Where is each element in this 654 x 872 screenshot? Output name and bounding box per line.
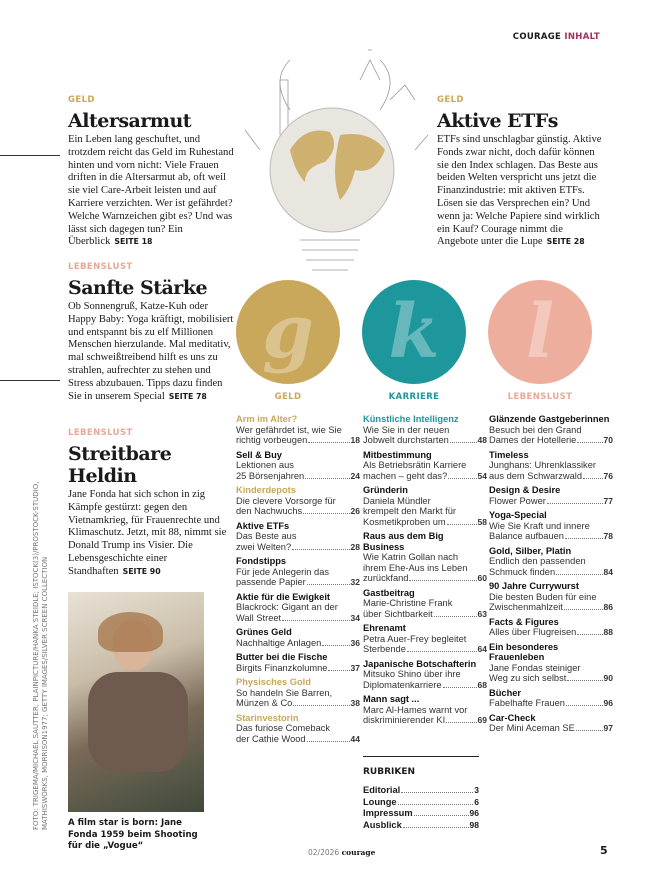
subtitle-line: Marc Al-Hames warnt vor [363,704,468,715]
leader-dots [434,616,477,617]
toc-entry-subtitle [363,644,487,655]
toc-entry-subtitle [236,577,360,588]
subtitle-line: Als Betriebsrätin Karriere [363,460,467,470]
feature-text: Jane Fonda hat sich schon in zig Kämpfe gestürzt: gegen den Vietnamkrieg, für Frauenrechte und Klimaschutz. Jetzt, mit 88, nimmt sie Donald Trump ins Visier. Die Lebensgeschichte einer Standhaften [68,489,227,577]
toc-page-number: 58 [477,516,487,527]
toc-page-number: 70 [603,435,613,445]
toc-entry-subtitle [489,673,613,684]
feature-altersarmut[interactable] [68,95,240,249]
rubrik-page: 96 [469,808,479,818]
toc-page-number: 44 [350,733,360,744]
subtitle-line: Endlich den passenden [489,556,586,566]
toc-entry-title: Aktie für die Ewigkeit [236,591,331,602]
jane-fonda-photo [68,592,204,812]
toc-entry-title: Japanische Botschafterin [363,658,477,669]
toc-page-number: 24 [350,470,360,481]
toc-page-number: 78 [603,531,613,541]
photo-credit: FOTO: TRIGEMA/MICHAEL SAUTTER; PLAINPICTURE/HANKA STEIDLE; ISTOCK(3)/PROSTOCK-STUDIO, MATHISWORKS, MORRISON1977; GETTY IMAGES/SILVER SCREEN COLLECTION [32,481,49,830]
subtitle-line: 25 Börsenjahren [236,470,305,481]
toc-entry-subtitle [236,734,360,745]
leader-dots [292,549,349,550]
toc-entry-title: Aktive ETFs [236,520,290,531]
toc-entry-subtitle [489,435,613,446]
toc-entry-title: Fondstipps [236,556,287,566]
subtitle-line: Marie-Christine Frank [363,598,453,608]
leader-dots [567,680,602,681]
toc-page-number: 77 [603,495,613,506]
leader-dots [547,503,603,504]
toc-column-lebenslust [489,414,613,738]
karriere-letter: k [388,289,440,375]
subtitle-line: Wie Sie Kraft und innere [489,520,590,531]
subtitle-line: Dames der Hotellerie [489,435,577,445]
subtitle-line: Birgits Finanzkolumne [236,662,328,673]
subtitle-line: den Nachwuchs [236,506,303,516]
toc-entry-subtitle [489,627,613,638]
karriere-label: KARRIERE [388,392,440,402]
toc-page-number: 28 [350,541,360,552]
toc-entry-subtitle [489,521,613,532]
toc-entry-title: Physisches Gold [236,677,311,687]
feature-title: Altersarmut [68,110,192,132]
rubriken-title: RUBRIKEN [363,767,416,777]
subtitle-line: passende Papier [236,577,306,587]
toc-entry-title: Arm im Alter? [236,414,298,424]
toc-entry-subtitle [363,609,487,620]
toc-entry-title: Mitbestimmung [363,449,432,460]
leader-dots [328,670,349,671]
photo-caption: A film star is born: Jane Fonda 1959 beim Shooting für die „Vogue“ [68,818,198,851]
toc-page-number: 32 [350,577,360,587]
leader-dots [282,620,349,621]
subtitle-line: Lektionen aus [236,460,294,470]
leader-dots [303,513,349,514]
toc-entry-title: Bücher [489,687,522,698]
section-label: INHALT [564,32,600,42]
feature-sanfte-staerke[interactable] [68,262,236,403]
pointer-line [0,380,60,381]
leader-dots [564,609,603,610]
footer-brand: courage [341,848,376,857]
toc-entry-title: Car-Check [489,712,536,723]
toc-page-number: 68 [477,679,487,690]
subtitle-line: Flower Power [489,495,546,506]
lebenslust-letter: l [525,289,555,375]
toc-entry-subtitle [236,663,360,674]
toc-entry[interactable] [489,510,613,542]
toc-entry-subtitle [363,425,487,436]
rubrik-page: 98 [469,819,479,830]
toc-entry-subtitle [363,680,487,691]
leader-dots [583,478,603,479]
rubrik-entry[interactable] [363,785,479,797]
toc-page-number: 97 [603,723,613,733]
toc-entry[interactable] [236,521,360,553]
karriere-circle [362,280,466,384]
subtitle-line: Jobwelt durchstarten [363,435,449,445]
toc-entry-subtitle [363,496,487,507]
feature-body [68,489,233,579]
rubriken [363,756,479,831]
leader-dots [577,634,602,635]
toc-entry-subtitle [489,425,613,436]
section-header [513,32,600,42]
toc-entry[interactable] [236,414,360,446]
globe-lightbulb-illustration [240,40,430,280]
subtitle-line: machen – geht das? [363,470,448,481]
leader-dots [576,730,603,731]
subtitle-line: richtig vorbeugen [236,435,308,445]
toc-entry-subtitle [363,506,487,517]
subtitle-line: aus dem Schwarzwald [489,470,583,481]
rubrik-entry[interactable] [363,808,479,820]
subtitle-line: zurückfand [363,573,409,583]
toc-page-number: 38 [350,698,360,708]
toc-entry-subtitle [236,425,360,436]
subtitle-line: Für jede Anlegerin das [236,566,330,577]
toc-entry-subtitle [363,598,487,609]
feature-kicker: GELD [68,95,95,105]
leader-dots [566,705,603,706]
geld-label: GELD [274,392,302,402]
leader-dots [322,645,349,646]
toc-entry-title: Glänzende Gastgeberinnen [489,414,610,424]
toc-entry[interactable] [236,592,360,624]
rubrik-title: Ausblick [363,819,402,830]
subtitle-line: ihrem Ehe-Aus ins Leben [363,562,468,573]
toc-entry-title: Timeless [489,449,529,460]
toc-entry-subtitle [363,634,487,645]
rubrik-page: 6 [474,796,479,807]
toc-page-number: 34 [350,612,360,623]
toc-entry-subtitle [236,506,360,517]
leader-dots [305,478,349,479]
subtitle-line: Die clevere Vorsorge für [236,495,336,506]
toc-page-number: 96 [603,698,613,708]
toc-page-number: 48 [477,435,487,445]
rubrik-entry[interactable] [363,797,479,809]
feature-page: SEITE 78 [168,391,207,401]
toc-entry-subtitle [236,613,360,624]
toc-page-number: 36 [350,637,360,648]
leader-dots [556,574,602,575]
leader-dots [401,792,473,793]
subtitle-line: Blackrock: Gigant an der [236,602,338,612]
toc-entry-subtitle [236,698,360,709]
feature-page: SEITE 18 [114,237,153,247]
lebenslust-circle [488,280,592,384]
subtitle-line: Jane Fondas steiniger [489,662,581,673]
toc-entry-subtitle [236,723,360,734]
toc-page-number: 63 [477,608,487,619]
toc-page-number: 18 [350,435,360,445]
leader-dots [307,584,350,585]
toc-page-number: 69 [477,715,487,725]
toc-entry[interactable] [489,485,613,506]
subtitle-line: Besuch bei den Grand [489,424,582,435]
subtitle-line: diskriminierender KI [363,715,446,725]
toc-entry[interactable] [363,414,487,446]
toc-page-number: 26 [350,506,360,516]
toc-entry-subtitle [363,715,487,726]
toc-entry[interactable] [236,627,360,648]
rubrik-page: 3 [474,785,479,795]
toc-page-number: 88 [603,627,613,637]
subtitle-line: Petra Auer-Frey begleitet [363,633,467,644]
toc-entry-title: Gastbeitrag [363,587,415,598]
feature-streitbare-heldin[interactable] [68,428,233,579]
rubrik-entry[interactable] [363,820,479,832]
toc-entry-subtitle [363,460,487,471]
issue-date: 02/2026 [308,848,340,857]
toc-page-number: 76 [603,470,613,481]
toc-entry[interactable] [236,652,360,673]
leader-dots [398,804,474,805]
feature-body [68,301,236,403]
leader-dots [414,815,469,816]
toc-entry-subtitle [236,638,360,649]
leader-dots [403,827,469,828]
subtitle-line: der Cathie Wood [236,733,306,744]
toc-entry-subtitle [363,471,487,482]
toc-entry-subtitle [236,496,360,507]
feature-body [68,134,240,249]
toc-entry-title: Gründerin [363,485,408,495]
toc-entry[interactable] [363,450,487,482]
toc-page-number: 37 [350,662,360,673]
leader-dots [577,442,602,443]
subtitle-line: Alles über Flugreisen [489,627,577,637]
subtitle-line: Nachhaltige Anlagen [236,637,322,648]
subtitle-line: Das Beste aus [236,531,297,541]
toc-entry-subtitle [489,698,613,709]
toc-entry-title: Mann sagt ... [363,694,420,704]
toc-entry-subtitle [489,723,613,734]
leader-dots [447,524,477,525]
toc-entry[interactable] [489,581,613,613]
toc-page-number: 86 [603,602,613,612]
geld-circle [236,280,340,384]
toc-entry-subtitle [489,592,613,603]
toc-entry-subtitle [489,602,613,613]
toc-page-number: 90 [603,673,613,683]
subtitle-line: Münzen & Co [236,698,293,708]
subtitle-line: Die besten Buden für eine [489,591,597,602]
toc-entry[interactable] [363,588,487,620]
leader-dots [293,705,349,706]
toc-entry-title: Ehrenamt [363,623,406,633]
toc-entry-title: 90 Jahre Currywurst [489,581,579,591]
feature-text: Ein Leben lang geschuftet, und trotzdem reicht das Geld im Ruhestand hinten und vorn nicht: Viele Frauen driften in die Altersarmut ab, oft weil sie viel Care-Arbeit leisten und auf Karriere verzichten. Wer ist gefährdet? Welche Warnzeichen gibt es? Und was lässt sich dagegen tun? Ein Überblick [68,134,234,248]
toc-entry-subtitle [236,435,360,446]
subtitle-line: krempelt den Markt für [363,506,457,516]
feature-title: Streitbare Heldin [68,443,172,487]
toc-entry[interactable] [236,713,360,745]
toc-entry[interactable] [236,556,360,588]
subtitle-line: Junghans: Uhrenklassiker [489,460,596,470]
leader-dots [443,687,477,688]
toc-entry-title: Sell & Buy [236,449,282,460]
toc-entry-subtitle [489,496,613,507]
toc-entry-subtitle [363,552,487,563]
pointer-line [0,155,60,156]
lebenslust-label: LEBENSLUST [507,392,573,402]
subtitle-line: Der Mini Aceman SE [489,723,575,733]
toc-entry-title: Butter bei die Fische [236,652,328,662]
feature-title: Aktive ETFs [437,110,558,132]
toc-column-geld [236,414,360,748]
subtitle-line: Schmuck finden [489,566,556,577]
feature-kicker: GELD [437,95,464,105]
toc-entry[interactable] [363,623,487,655]
toc-entry-title: Künstliche Intelligenz [363,414,459,424]
toc-entry-title: Yoga-Special [489,510,547,520]
leader-dots [407,651,477,652]
subtitle-line: über Sichtbarkeit [363,608,433,619]
leader-dots [308,442,349,443]
toc-entry[interactable] [489,450,613,482]
toc-entry[interactable] [236,485,360,517]
toc-entry[interactable] [489,688,613,709]
feature-text: ETFs sind unschlagbar günstig. Aktive Fonds zwar nicht, doch dafür können sie den Index schlagen. Das Beste aus beiden Welten verspricht uns jetzt die Finanzindustrie: mit aktiven ETFs. Lösen sie das Versprechen ein? Und wenn ja: Welche Papiere sind wirklich ein Kauf? Courage nimmt die Angebote unter die Lupe [437,134,602,248]
subtitle-line: Zwischenmahlzeit [489,602,563,612]
toc-entry-title: Ein besonderes Frauenleben [489,641,559,662]
toc-entry-subtitle [236,460,360,471]
toc-entry-subtitle [489,531,613,542]
toc-entry-title: Facts & Figures [489,616,559,627]
feature-page: SEITE 90 [122,566,161,576]
feature-page: SEITE 28 [546,237,585,247]
toc-entry-subtitle [236,542,360,553]
toc-entry[interactable] [363,485,487,527]
geld-letter: g [262,289,314,375]
subtitle-line: So handeln Sie Barren, [236,687,333,698]
toc-entry-subtitle [236,567,360,578]
toc-entry-subtitle [236,602,360,613]
leader-dots [448,478,476,479]
toc-entry-title: Gold, Silber, Platin [489,545,572,556]
toc-entry-subtitle [489,471,613,482]
toc-entry[interactable] [489,642,613,684]
subtitle-line: Sterbende [363,644,406,654]
toc-entry[interactable] [489,713,613,734]
toc-entry-title: Raus aus dem Big Business [363,531,444,552]
toc-entry-title: Design & Desire [489,485,561,495]
brand-label: COURAGE [512,32,562,42]
toc-entry-subtitle [363,517,487,528]
toc-page-number: 64 [477,644,487,654]
subtitle-line: Wall Street [236,612,282,623]
toc-page-number: 60 [477,573,487,583]
leader-dots [307,741,350,742]
subtitle-line: Wer gefährdet ist, wie Sie [236,424,342,435]
toc-entry-subtitle [363,669,487,680]
feature-kicker: LEBENSLUST [68,262,133,272]
toc-entry-subtitle [363,435,487,446]
toc-entry-subtitle [236,688,360,699]
divider [363,756,479,757]
toc-entry-subtitle [489,460,613,471]
subtitle-line: Kosmetikproben um [363,516,446,527]
toc-entry-title: Grünes Geld [236,627,292,637]
toc-entry[interactable] [363,531,487,584]
footer-issue [308,848,375,857]
subtitle-line: Wie Sie in der neuen [363,424,450,435]
rubrik-title: Editorial [363,785,401,795]
subtitle-line: Balance aufbauen [489,531,564,541]
subtitle-line: Fabelhafte Frauen [489,698,565,708]
subtitle-line: Diplomatenkarriere [363,679,442,690]
feature-kicker: LEBENSLUST [68,428,133,438]
feature-body [437,134,605,249]
toc-entry[interactable] [236,450,360,482]
subtitle-line: Daniela Mündler [363,495,431,506]
toc-entry[interactable] [489,414,613,446]
toc-entry-subtitle [363,573,487,584]
toc-entry-title: Starinvestorin [236,712,299,723]
toc-entry[interactable] [363,694,487,726]
toc-entry-subtitle [363,563,487,574]
feature-aktive-etfs[interactable] [437,95,605,249]
subtitle-line: Wie Katrin Gollan nach [363,552,459,562]
leader-dots [409,580,476,581]
toc-entry-subtitle [236,471,360,482]
toc-page-number: 84 [603,566,613,577]
toc-entry[interactable] [363,659,487,691]
leader-dots [565,538,603,539]
page-number: 5 [600,844,608,857]
feature-text: Ob Sonnengruß, Katze-Kuh oder Happy Baby: Yoga kräftigt, mobilisiert und entspannt bis zu elf Millionen Menschen hierzulande. Mal meditativ, mal schweißtreibend hilft es uns zu strahlen, aufrechter zu stehen und Stress abzubauen. Tipps dazu finden Sie in unserem Special [68,301,234,402]
leader-dots [446,722,476,723]
toc-entry[interactable] [236,677,360,709]
subtitle-line: Das furiose Comeback [236,723,331,733]
feature-title: Sanfte Stärke [68,277,208,299]
toc-entry-title: Kinderdepots [236,485,296,495]
subtitle-line: Mitsuko Shino über ihre [363,669,461,679]
toc-entry-subtitle [489,567,613,578]
subtitle-line: Weg zu sich selbst [489,673,567,683]
toc-entry-subtitle [363,705,487,716]
subtitle-line: zwei Welten? [236,541,292,552]
leader-dots [450,442,477,443]
toc-column-karriere [363,414,487,730]
rubrik-title: Impressum [363,808,413,818]
toc-entry[interactable] [489,546,613,578]
toc-entry[interactable] [489,617,613,638]
toc-entry-subtitle [489,663,613,674]
toc-entry-subtitle [236,531,360,542]
rubrik-title: Lounge [363,796,397,807]
toc-entry-subtitle [489,556,613,567]
toc-page-number: 54 [477,470,487,481]
